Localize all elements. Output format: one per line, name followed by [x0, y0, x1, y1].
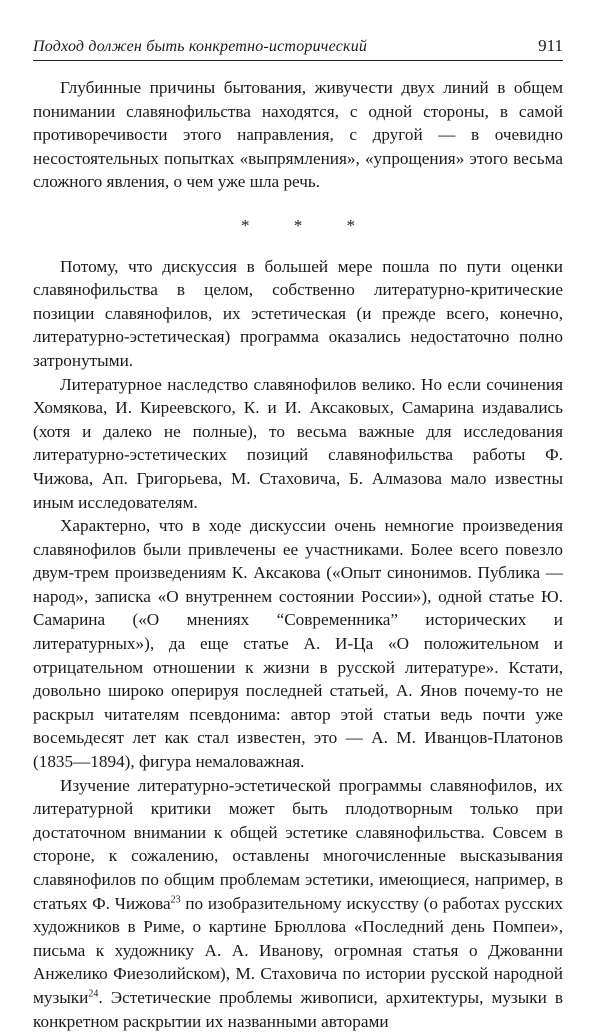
- page-number: 911: [538, 36, 563, 55]
- running-head-title: Подход должен быть конкретно-исторический: [33, 38, 368, 55]
- body-text: [33, 76, 563, 1033]
- paragraph-5-part-a: Изучение литературно-эстетической программы славянофилов, их литературной критики может быть плодотворным только при достаточном внимании к общей эстетике славянофильства. Совсем в стороне, к сожалению, оставлены многочисленные высказывания славянофилов по общим проблемам эстетики, имеющиеся, например, в статьях Ф. Чижова: [33, 775, 563, 913]
- paragraph-5: [33, 774, 563, 1033]
- paragraph-1: Глубинные причины бытования, живучести двух линий в общем понимании славянофильства находятся, с одной стороны, в самой противоречивости этого направления, с другой — в очевидно несостоятельных попытках «выпрямления», «упрощения» этого весьма сложного явления, о чем уже шла речь.: [33, 78, 563, 192]
- paragraph-2: Потому, что дискуссия в большей мере пошла по пути оценки славянофильства в целом, собственно литературно-критические позиции славянофилов, их эстетическая (и прежде всего, конечно, литературно-эстетическая) программа оказались недостаточно полно затронутыми.: [33, 256, 563, 370]
- section-divider-asterism: * * *: [241, 215, 375, 235]
- footnote-ref-23: 23: [170, 893, 181, 905]
- footnote-ref-24: 24: [88, 988, 99, 1000]
- paragraph-3: Литературное наследство славянофилов велико. Но если сочинения Хомякова, И. Киреевского, К. и И. Аксаковых, Самарина издавались (хотя и далеко не полные), то весьма важные для исследования литературно-эстетических позиций славянофильства работы Ф. Чижова, Ап. Григорьева, М. Стаховича, Б. Алмазова мало известны иным исследователям.: [33, 374, 563, 512]
- paragraph-5-part-c: . Эстетические проблемы живописи, архитектуры, музыки в конкретном раскрытии их названными авторами: [33, 987, 563, 1031]
- running-head: [33, 30, 563, 61]
- paragraph-5-part-b: по изобразительному искусству (о работах русских художников в Риме, о картине Брюллова «Последний день Помпеи», письма к художнику А. А. Иванову, огромная статья о Джованни Анжелико Фиезолийском), М. Стаховича по истории русской народной музыки: [33, 893, 564, 1007]
- paragraph-4: Характерно, что в ходе дискуссии очень немногие произведения славянофилов были привлечены ее участниками. Более всего повезло двум-трем произведениям К. Аксакова («Опыт синонимов. Публика — народ», записка «О внутреннем состоянии России»), одной статье Ю. Самарина («О мнениях “Современника” исторических и литературных»), да еще статье А. И-Ца «О положительном и отрицательном отношении к жизни в русской литературе». Кстати, довольно широко оперируя последней статьей, А. Янов почему-то не раскрыл читателям псевдонима: автор этой статьи ведь почти уже восемьдесят лет как стал известен, это — А. М. Иванцов-Платонов (1835—1894), фигура немаловажная.: [33, 516, 563, 772]
